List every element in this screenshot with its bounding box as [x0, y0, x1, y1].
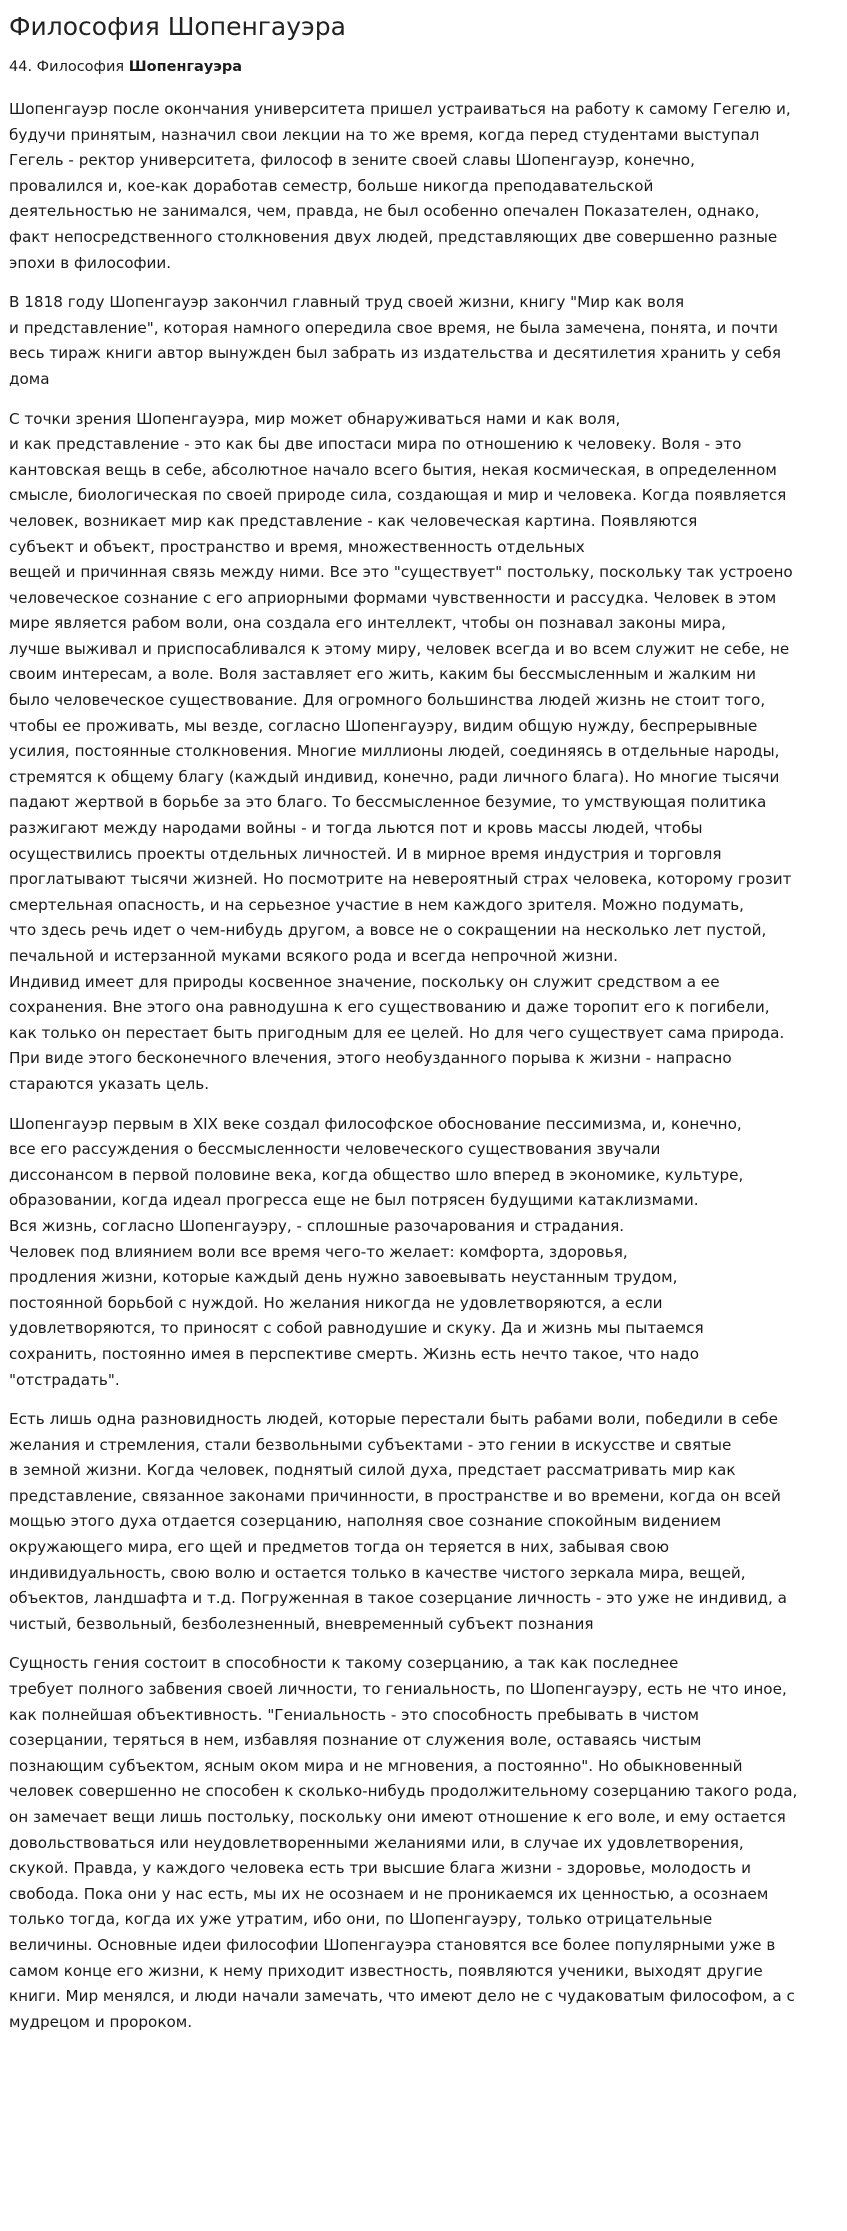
paragraph-line: Шопенгауэр после окончания университета пришел устраиваться на работу к самому Гегелю и,	[9, 100, 791, 118]
paragraph-line: деятельностью не занимался, чем, правда, не был особенно опечален Показателен, однако,	[9, 202, 760, 221]
paragraph-line: удовлетворяются, то приносят с собой равнодушие и скуку. Да и жизнь мы пытаемся	[9, 1319, 704, 1338]
paragraph-line: все его рассуждения о бессмысленности человеческого существования звучали	[9, 1140, 661, 1159]
paragraph-line: Сущность гения состоит в способности к такому созерцанию, а так как последнее	[9, 1654, 679, 1673]
paragraph	[9, 1112, 837, 1394]
paragraph-line: чистый, безвольный, безболезненный, вневременный субъект познания	[9, 1614, 594, 1633]
paragraph-line: и как представление - это как бы две ипостаси мира по отношению к человеку. Воля - это	[9, 435, 742, 454]
paragraph-line: Человек под влиянием воли все время чего-то желает: комфорта, здоровья,	[9, 1242, 628, 1261]
paragraph-line: Индивид имеет для природы косвенное значение, поскольку он служит средством а ее	[9, 972, 720, 991]
paragraph-line: продления жизни, которые каждый день нужно завоевывать неустанным трудом,	[9, 1268, 678, 1287]
paragraph-line: требует полного забвения своей личности, то гениальность, по Шопенгауэру, есть не что иное,	[9, 1680, 787, 1699]
paragraph-line: вещей и причинная связь между ними. Все это "существует" постольку, поскольку так устроено	[9, 563, 793, 582]
paragraph-line: человек совершенно не способен к сколько-нибудь продолжительному созерцанию такого рода,	[9, 1782, 798, 1801]
paragraph-line: смертельная опасность, и на серьезное участие в нем каждого зрителя. Можно подумать,	[9, 895, 745, 914]
paragraph-line: познающим субъектом, ясным оком мира и не мгновения, а постоянно". Но обыкновенный	[9, 1756, 743, 1775]
paragraph-line: и представление", которая намного опередила свое время, не была замечена, понята, и почти	[9, 318, 779, 337]
paragraph-line: будучи принятым, назначил свои лекции на то же время, когда перед студентами выступал	[9, 125, 760, 144]
paragraph-line: объектов, ландшафта и т.д. Погруженная в такое созерцание личность - это уже не индивид, а	[9, 1589, 787, 1608]
paragraph-line: В 1818 году Шопенгауэр закончил главный труд своей жизни, книгу "Мир как воля	[9, 293, 685, 312]
paragraph-line: усилия, постоянные столкновения. Многие миллионы людей, соединяясь в отдельные народы,	[9, 742, 780, 761]
paragraph-line: При виде этого бесконечного влечения, этого необузданного порыва к жизни - напрасно	[9, 1049, 732, 1068]
paragraph-line: падают жертвой в борьбе за это благо. То бессмысленное безумие, то умствующая политика	[9, 793, 767, 812]
paragraph-line: лучше выживал и приспосабливался к этому миру, человек всегда и во всем служит не себе, не	[9, 639, 790, 658]
paragraph-line: человек, возникает мир как представление - как человеческая картина. Появляются	[9, 511, 698, 530]
paragraph	[9, 407, 837, 1098]
paragraph-line: Вся жизнь, согласно Шопенгауэру, - сплошные разочарования и страдания.	[9, 1216, 625, 1235]
paragraph-line: сохранения. Вне этого она равнодушна к его существованию и даже торопит его к погибели,	[9, 998, 770, 1017]
paragraph-line: человеческое сознание с его априорными формами чувственности и рассудка. Человек в этом	[9, 588, 777, 607]
paragraph-line: субъект и объект, пространство и время, множественность отдельных	[9, 537, 585, 556]
paragraph-line: свобода. Пока они у нас есть, мы их не осознаем и не проникаемся их ценностью, а осознаем	[9, 1884, 769, 1903]
paragraph-line: в земной жизни. Когда человек, поднятый силой духа, предстает рассматривать мир как	[9, 1461, 736, 1480]
paragraph-line: только тогда, когда их уже утратим, ибо они, по Шопенгауэру, только отрицательные	[9, 1910, 713, 1929]
paragraph-line: что здесь речь идет о чем-нибудь другом, а вовсе не о сокращении на несколько лет пустой,	[9, 921, 767, 940]
paragraph	[9, 1407, 837, 1637]
paragraph-line: стремятся к общему благу (каждый индивид, конечно, ради личного блага). Но многие тысячи	[9, 767, 780, 786]
paragraph-line: Шопенгауэр первым в XIX веке создал философское обоснование пессимизма, и, конечно,	[9, 1114, 742, 1133]
paragraph	[9, 97, 837, 276]
paragraph-line: печальной и истерзанной муками всякого рода и всегда непрочной жизни.	[9, 947, 619, 965]
paragraph-line: постоянной борьбой с нуждой. Но желания никогда не удовлетворяются, а если	[9, 1293, 663, 1312]
paragraph-line: С точки зрения Шопенгауэра, мир может обнаруживаться нами и как воля,	[9, 409, 621, 428]
paragraph-line: смысле, биологическая по своей природе сила, создающая и мир и человека. Когда появляется	[9, 486, 787, 505]
paragraph-line: дома	[9, 369, 50, 388]
paragraph-line: окружающего мира, его щей и предметов тогда он теряется в них, забывая свою	[9, 1538, 670, 1557]
page-title: Философия Шопенгауэра	[9, 12, 346, 41]
paragraph-line: величины. Основные идеи философии Шопенгауэра становятся все более популярными уже в	[9, 1935, 776, 1954]
paragraph-line: было человеческое существование. Для огромного большинства людей жизнь не стоит того,	[9, 691, 766, 710]
paragraph	[9, 290, 837, 392]
paragraph-line: самом конце его жизни, к нему приходит известность, появляются ученики, выходят другие	[9, 1961, 763, 1980]
paragraph-line: факт непосредственного столкновения двух людей, представляющих две совершенно разные	[9, 227, 778, 246]
paragraph-line: эпохи в философии.	[9, 253, 172, 272]
paragraph-line: стараются указать цель.	[9, 1074, 210, 1093]
paragraph-line: как только он перестает быть пригодным для ее целей. Но для чего существует сама природа.	[9, 1023, 785, 1042]
paragraph-line: проглатывают тысячи жизней. Но посмотрите на невероятный страх человека, которому грозит	[9, 870, 792, 889]
paragraph-line: провалился и, кое-как доработав семестр, больше никогда преподавательской	[9, 176, 654, 195]
subtitle-bold-name: Шопенгауэра	[128, 59, 243, 75]
paragraph-line: своим интересам, а воле. Воля заставляет его жить, каким бы бессмысленным и жалким ни	[9, 665, 757, 684]
paragraph-line: образовании, когда идеал прогресса еще не был потрясен будущими катаклизмами.	[9, 1191, 699, 1210]
paragraph-line: Гегель - ректор университета, философ в зените своей славы Шопенгауэр, конечно,	[9, 151, 695, 170]
paragraph-line: он замечает вещи лишь постольку, поскольку они имеют отношение к его воле, и ему остается	[9, 1808, 786, 1826]
paragraph-line: мощью этого духа отдается созерцанию, наполняя свое сознание спокойным видением	[9, 1512, 722, 1531]
paragraph	[9, 1651, 837, 2035]
paragraph-line: Есть лишь одна разновидность людей, которые перестали быть рабами воли, победили в себе	[9, 1410, 779, 1429]
article-subtitle	[9, 55, 837, 79]
paragraph-line: мире является рабом воли, она создала его интеллект, чтобы он познавал законы мира,	[9, 614, 726, 633]
paragraph-line: желания и стремления, стали безвольными субъектами - это гении в искусстве и святые	[9, 1435, 732, 1454]
paragraph-line: книги. Мир менялся, и люди начали замечать, что имеют дело не с чудаковатым философом, а с	[9, 1987, 795, 2006]
paragraph-line: представление, связанное законами причинности, в пространстве и во времени, когда он всей	[9, 1486, 781, 1505]
paragraph-line: разжигают между народами войны - и тогда льются пот и кровь массы людей, чтобы	[9, 819, 703, 838]
subtitle-number-prefix: 44. Философия	[9, 59, 129, 75]
paragraph-line: сохранить, постоянно имея в перспективе смерть. Жизнь есть нечто такое, что надо	[9, 1344, 700, 1363]
paragraph-line: чтобы ее проживать, мы везде, согласно Шопенгауэру, видим общую нужду, беспрерывные	[9, 716, 758, 735]
paragraph-line: "отстрадать".	[9, 1370, 120, 1389]
paragraph-line: как полнейшая объективность. "Гениальность - это способность пребывать в чистом	[9, 1705, 699, 1724]
paragraph-line: созерцании, теряться в нем, избавляя познание от служения воле, оставаясь чистым	[9, 1731, 702, 1750]
paragraph-line: диссонансом в первой половине века, когда общество шло вперед в экономике, культуре,	[9, 1165, 744, 1184]
paragraph-line: довольствоваться или неудовлетворенными желаниями или, в случае их удовлетворения,	[9, 1833, 744, 1852]
paragraph-line: осуществились проекты отдельных личностей. И в мирное время индустрия и торговля	[9, 844, 722, 863]
paragraph-line: индивидуальность, свою волю и остается только в качестве чистого зеркала мира, вещей,	[9, 1563, 746, 1582]
article-body	[9, 97, 837, 2035]
paragraph-line: скукой. Правда, у каждого человека есть три высшие блага жизни - здоровье, молодость и	[9, 1859, 751, 1878]
paragraph-line: кантовская вещь в себе, абсолютное начало всего бытия, некая космическая, в определенном	[9, 460, 777, 479]
paragraph-line: мудрецом и пророком.	[9, 2012, 193, 2031]
paragraph-line: весь тираж книги автор вынужден был забрать из издательства и десятилетия хранить у себя	[9, 344, 781, 363]
